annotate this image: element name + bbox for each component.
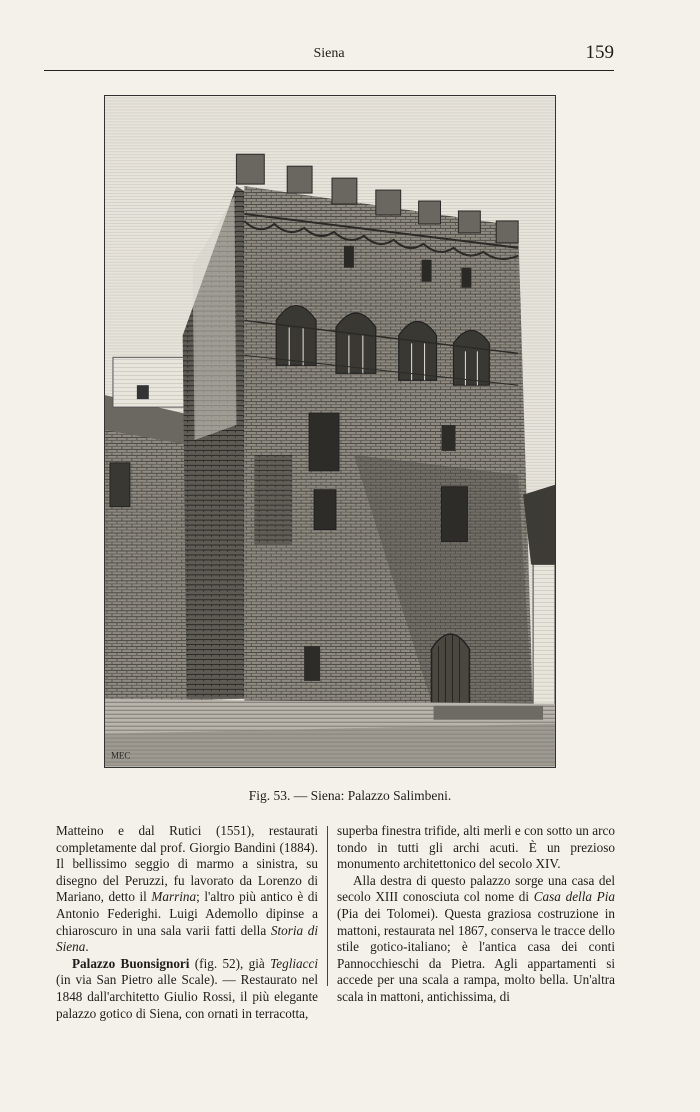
left-paragraph-2: Palazzo Buonsignori (fig. 52), già Tegliacci (in via San Pietro alle Scale). — Restaurato nel 1848 dall'architetto Giulio Rossi, il più elegante palazzo gotico di Siena, con ornati in terracotta, (56, 955, 319, 1021)
right-paragraph-2: Alla destra di questo palazzo sorge una casa del secolo XIII conosciuta col nome di Casa della Pia (Pia dei Tolomei). Questa graziosa costruzione in mattoni, restaurata nel 1867, conserva le tracce dello stile gotico-italiano; è l'antica casa dei conti Pannocchieschi da Pietra. Agli appartamenti si accede per una scala a rampa, molto bella. Un'altra scala in mattoni, antichissima, di (337, 872, 615, 1004)
left-column (56, 823, 318, 1022)
right-paragraph-1: superba finestra trifide, alti merli e con sotto un arco tondo in tutti gli archi acuti. È un prezioso monumento architettonico del secolo XIV. (337, 823, 615, 872)
column-divider (327, 826, 328, 986)
figure-caption: Fig. 53. — Siena: Palazzo Salimbeni. (248, 788, 452, 803)
engraving-palazzo-salimbeni (104, 95, 556, 768)
page-number: 159 (585, 42, 614, 63)
right-column (337, 823, 615, 1006)
running-title: Siena (313, 46, 345, 61)
left-paragraph-1: Matteino e dal Rutici (1551), restaurati completamente dal prof. Giorgio Bandini (1884). Il bellissimo seggio di marmo a sinistra, su disegno del Peruzzi, fu lavorato da Lorenzo di Mariano, detto il Marrina; l'altro più antico è di Antonio Federighi. Luigi Ademollo dipinse a chiaroscuro in una sala varii fatti della Storia di Siena. (56, 823, 318, 955)
page-header (44, 44, 614, 71)
engraver-monogram: MEC (110, 750, 131, 761)
engraving-svg (105, 96, 555, 767)
